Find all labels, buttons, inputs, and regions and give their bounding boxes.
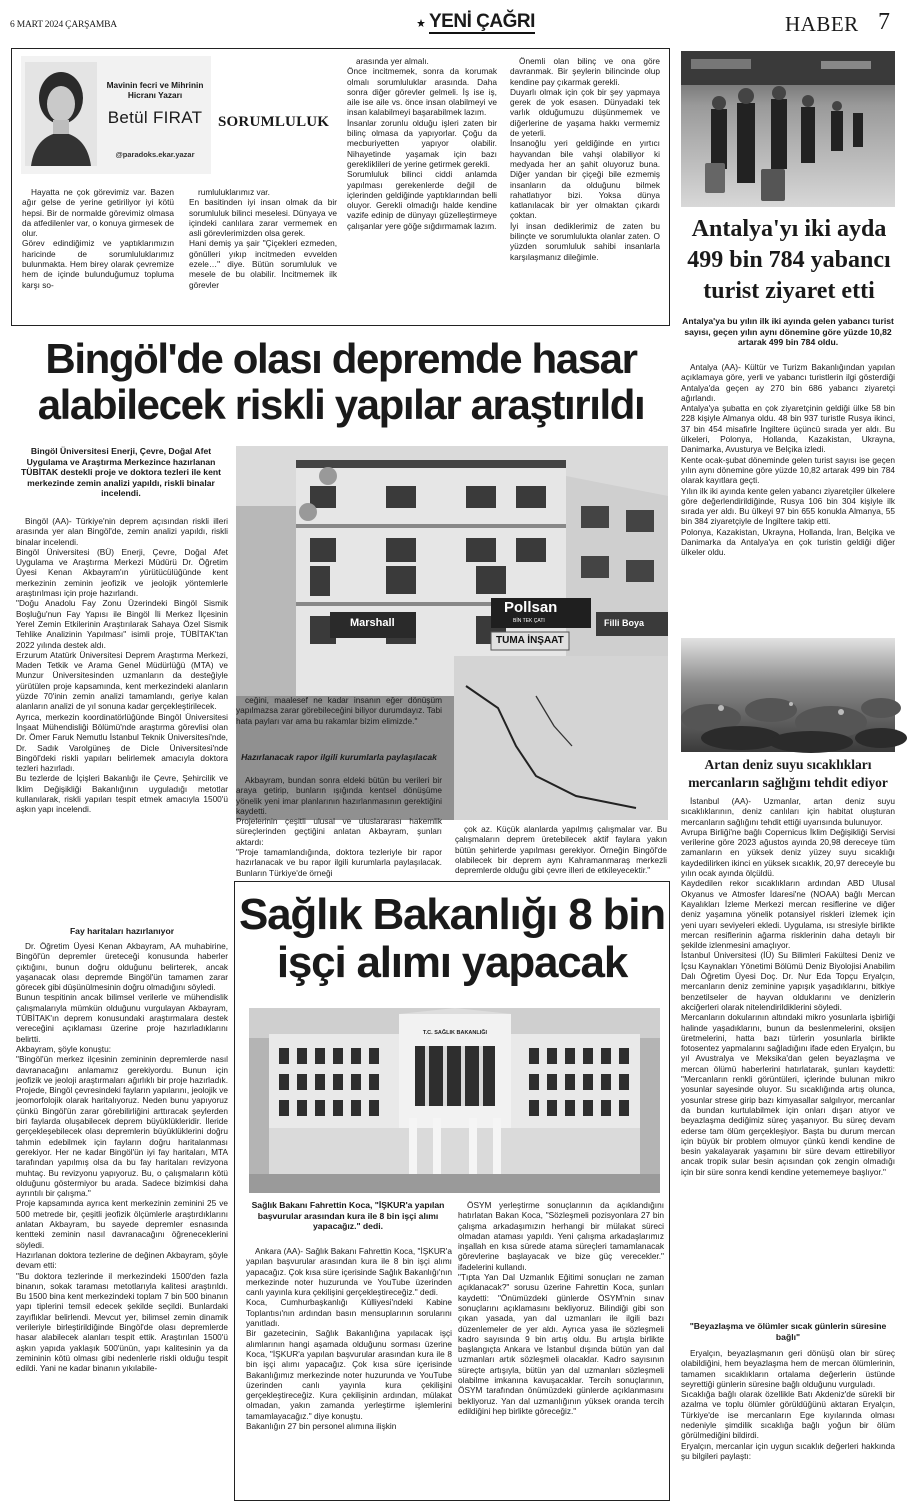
- sign-pollsan-sub: BİN TEK ÇATI: [513, 618, 545, 624]
- column-text-2: rumluluklarımız var. En basitinden iyi insan olmak da bir sorumluluk bilinci meselesi. Dünyaya ve içindeki canlılara zarar vermemek en asli görevlerimizden olsa gerek. Hani demiş ya şair "Çiçekleri ezmeden, gönülleri yıkıp incitmeden evvelden ezele…" diye. Bütün sorumluluk ve mesele de bu olabilir. İncitmemek ilk görevler: [189, 187, 337, 290]
- bingol-subhead-2: Hazırlanacak rapor ilgili kurumlarla paylaşılacak: [241, 752, 437, 762]
- sign-fillibay: Filli Boya: [604, 618, 645, 628]
- saglik-headline-2: işçi alımı yapacak: [276, 938, 628, 987]
- antalya-body: Antalya (AA)- Kültür ve Turizm Bakanlığından yapılan açıklamaya göre, yerli ve yabancı turistlerin ilgi gösterdiği Antalya'da geçen ay 270 bin 686 yabancı ziyaretçi ağırlandı. Antalya'ya şubatta en çok ziyaretçinin geldiği ülke 58 bin 228 kişiyle Almanya oldu. 48 bin 937 turistle Rusya ikinci, 37 bin 454 misafirle İngiltere üçüncü sırada yer aldı. Bu ülkeleri, Polonya, Hollanda, Kazakistan, Ukrayna, Danimarka, Avusturya ve Belçika izledi. Kente ocak-şubat döneminde gelen turist sayısı ise geçen yılın aynı dönemine göre yüzde 10,82 artarak 499 bin 784 olarak kayıtlara geçti. Yılın ilk iki ayında kente gelen yabancı ziyaretçiler ülkelere göre değerlendirildiğinde, Rusya 106 bin 304 kişiyle ilk sırada yer aldı. Bu ülkeyi 97 bin 655 konukla Almanya, 55 bin 384 ziyaretçiyle de İngiltere takip etti. Polonya, Kazakistan, Ukrayna, Hollanda, İran, Belçika ve Danimarka da Antalya'ya en çok turistin geldiği diğer ülkeler oldu.: [681, 362, 895, 558]
- bingol-col-3: çok az. Küçük alanlarda yapılmış çalışmalar var. Bu çalışmaların deprem üretebilecek aktif faylara yakın bütün şehirlerde yapılması gerekiyor. Örneğin Bingöl'de olabilecek bir deprem aynı Kahramanmaraş merkezli depremlerde olduğu gibi çevre illeri de etkileyecektir.": [455, 824, 667, 876]
- author-handle: @paradoks.ekar.yazar: [115, 150, 195, 159]
- coral-headline-2: mercanların sağlığını tehdit ediyor: [688, 775, 888, 790]
- bingol-col-1: Bingöl (AA)- Türkiye'nin deprem açısından riskli illeri arasında yer alan Bingöl'de, zemin analizi yapıldı, riskli binalar incelendi. Bingöl Üniversitesi (BÜ) Enerji, Çevre, Doğal Afet Uygulama ve Araştırma Merkezi Müdürü Dr. Öğretim Üyesi Kenan Akbayram'ın yürütücülüğünde kent merkezinin zeminin jeofizik ve jeolojik yöntemlerle araştırılması için proje hazırlandı. "Doğu Anadolu Fay Zonu Üzerindeki Bingöl Sismik Boşluğu'nun Fay Yapısı ile Bingöl İli Merkez İlçesinin Yerel Zemin Etkilerinin Araştırılarak Sahaya Özel Sismik Tehlike Analizinin Yapılması" isimli proje, TÜBİTAK'tan 2022 yılında destek aldı. Erzurum Atatürk Üniversitesi Deprem Araştırma Merkezi, Maden Tetkik ve Arama Genel Müdürlüğü (MTA) ve Munzur Üniversitesinden uzmanların da desteğiyle yürütülen proje kapsamında, kent merkezindeki alanların yüzde 70'inin zemin analizi tamamlandı, geriye kalan alanların analizi de yıl sonuna kadar gerçekleştirilecek. Ayrıca, merkezin koordinatörlüğünde Bingöl Üniversitesi İnşaat Mühendisliği Bölümü'nde araştırma görevlisi olan Dr. Ömer Faruk Nemutlu İstanbul Teknik Üniversitesi'nde, Dr. Sadık Varolgüneş de Dicle Üniversitesi'nde Bingöl'deki riskli yapıları belirlemek amacıyla doktora tezleri hazırladı. Bu tezlerde de İçişleri Bakanlığı ile Çevre, Şehircilik ve İklim Değişikliği Bakanlığının uyguladığı metotlar kullanılarak, riskli yapıları tespit etmek amacıyla 1500'ü aşkın yapı incelendi.: [16, 516, 228, 815]
- column-text-4: Önemli olan bilinç ve ona göre davranmak. Bir şeylerin bilincinde olup kendine pay çıkarmak gerekli. Duyarlı olmak için çok bir şey yapmaya gerek de yok esasen. Dünyadaki tek varlık olduğumuzu düşünmemek ve diğerlerine de yaşama hakkı vermemiz de yeterli. İnsanoğlu yeri geldiğinde en yırtıcı hayvandan bile vahşi olabiliyor ki medyada her an şahit oluyoruz buna. Diğer yandan bir çiçeği bile ezmemiş insanların da olduğunu bilmek rahatlatıyor bizi. Yoksa dünya katlanılacak bir yer olmaktan çıkardı çoktan. İyi insan dediklerimiz de zaten bu bilinçte ve sorumlulukta olanlar zaten. O yüzden sorumluluk sahibi insanlarla karşılaşmanız dileğimle.: [510, 56, 660, 262]
- section-label: HABER: [785, 12, 859, 36]
- sign-tuma: TUMA İNŞAAT: [496, 635, 564, 646]
- bingol-lead: Bingöl Üniversitesi Enerji, Çevre, Doğal Afet Uygulama ve Araştırma Merkezince hazırlanan TÜBİTAK destekli proje ve doktora tezleri ile kent merkezinde zemin analizi yapıldı, riskli binalar incelendi.: [21, 446, 221, 498]
- bingol-subhead-1: Fay haritaları hazırlanıyor: [69, 926, 175, 936]
- bingol-headline-1: Bingöl'de olası depremde hasar: [45, 335, 637, 382]
- page-header: [0, 0, 907, 40]
- page-number: 7: [878, 9, 890, 35]
- coral-photo: [681, 638, 895, 752]
- saglik-lead: Sağlık Bakanı Fahrettin Koca, "İŞKUR'a yapılan başvurular arasından kura ile 8 bin işçi alımı yapacağız." dedi.: [251, 1200, 445, 1231]
- bingol-headline-2: alabilecek riskli yapılar araştırıldı: [37, 381, 645, 428]
- logo-text: YENİ ÇAĞRI: [429, 11, 535, 32]
- crescent-star-icon: [406, 13, 426, 33]
- sign-marshall: Marshall: [350, 617, 395, 629]
- saglik-col-2: ÖSYM yerleştirme sonuçlarının da açıklandığını hatırlatan Bakan Koca, "Sözleşmeli pozisyonlara 27 bin çalışma arkadaşımızın herhangi bir mülakat süreci olmadan ataması yapıldı. Yeni çalışma arkadaşlarımız inşallah en kısa sürede atama süreçleri tamamlanacak görevlerine başlayacak ve bize güç verecekler." ifadelerini kullandı. "Tıpta Yan Dal Uzmanlık Eğitimi sonuçları ne zaman açıklanacak?" sorusu üzerine Fahrettin Koca, şunları kaydetti: "Önümüzdeki günlerde ÖSYM'nin sınav sonuçlarını açıklamasını bekliyoruz. Bilindiği gibi son çıkan yasada, yan dal uzmanları ile ilgili bazı düzenlemeler de yer aldı. Ayrıca yasa ile sözleşmeli kadro sayısında 9 bin artış oldu. Bu artışla birlikte başlangıçta Ankara ve İstanbul dışında bütün yan dal uzmanları artık sözleşmeli olacaklar. Kadro sayısının süreçte artışıyla, bütün yan dal uzmanları sözleşmeli olabilme imkanına kavuşacaklar. Tercih sonuçlarının, ÖSYM tarafından önümüzdeki günlerde açıklanmasını bekliyoruz. Yan dal uzmanlığının yüksek oranda tercih edildiğini hep birlikte göreceğiz.": [458, 1200, 664, 1416]
- coral-body-2: Eryalçın, beyazlaşmanın geri dönüşü olan bir süreç olabildiğini, hem beyazlaşma hem de mercan ölümlerinin, tamamen sıcaklıkların ortalama değerlerin üstünde seyrettiği günlerin süresine bağlı olduğunu vurguladı. Sıcaklığa bağlı olarak özellikle Batı Akdeniz'de sürekli bir azalma ve toplu ölümler görüldüğünü aktaran Eryalçın, Türkiye'de ise mercanların Ege kıyılarında olması nedeniyle şimdilik sıcaklığa bağlı yoğun bir ölüm görülmediğini bildirdi. Eryalçın, mercanlar için uygun sıcaklık değerleri hakkında şu bilgileri paylaştı:: [681, 1348, 895, 1461]
- antalya-lead: Antalya'ya bu yılın ilk iki ayında gelen yabancı turist sayısı, geçen yılın aynı dönemine göre yüzde 10,82 artarak 499 bin 784 oldu.: [682, 316, 894, 347]
- antalya-headline: Antalya'yı iki ayda 499 bin 784 yabancı turist ziyaret etti: [687, 216, 891, 304]
- newspaper-logo: [406, 10, 542, 36]
- bingol-col-2: ceğini, maalesef ne kadar insanın eğer dönüşüm yapılmazsa zarar görebileceğini biliyor durumdayız. Tabi hata payları var ama bu rakamlar bizim elimizde.": [236, 695, 442, 726]
- coral-headline-1: Artan deniz suyu sıcaklıkları: [704, 757, 872, 772]
- sign-pollsan: Pollsan: [504, 599, 558, 616]
- saglik-headline-1: Sağlık Bakanlığı 8 bin: [239, 890, 665, 939]
- saglik-col-1: Ankara (AA)- Sağlık Bakanı Fahrettin Koca, "İŞKUR'a yapılan başvurular arasından kura ile 8 bin işçi alımı yapacağız. Çok kısa süre içerisinde Sağlık Bakanlığı'nın merkezinde noter huzurunda ve YouTube üzerinden canlı yayınla kura çekilişini gerçekleştireceğiz." dedi. Koca, Cumhurbaşkanlığı Külliyesi'ndeki Kabine Toplantısı'nın ardından basın mensuplarının sorularını yanıtladı. Bir gazetecinin, Sağlık Bakanlığına yapılacak işçi alımlarının hangi aşamada olduğunu sorması üzerine Koca, "İŞKUR'a yapılan başvurular arasından kura ile 8 bin işçi alımı yapacağız. Çok kısa süre içerisinde Bakanlığımız merkezinde noter huzurunda ve YouTube üzerinden canlı yayınla kura çekilişini gerçekleştireceğiz. Kura çekilişinin ardından, mülakat olmadan, yakın zamanda yerleştirme işlemlerini tamamlayacağız." diye konuştu. Bakanlığın 27 bin personel alımına ilişkin: [246, 1246, 452, 1432]
- bingol-col-1b: Dr. Öğretim Üyesi Kenan Akbayram, AA muhabirine, Bingöl'ün depremler üreteceği konusunda haberler çıktığını, bunun doğru olduğunu belirterek, ancak yaşanacak olası depremde Bingöl'ün tamamen zarar görecek gibi düşünülmesinin doğru olmadığını söyledi. Bunun tespitinin ancak bilimsel verilerle ve mühendislik çalışmalarıyla mümkün olduğunu vurgulayan Akbayram, TÜBİTAK'ın deprem konusundaki araştırmalara destek vereceğini açıklaması üzerine proje hazırladıklarını belirtti. Akbayram, şöyle konuştu: "Bingöl'ün merkez ilçesinin zemininin depremlerde nasıl davranacağını anlamamız gerekiyordu. Bunun için jeofizik ve jeoloji araştırmaları ağırlıklı bir proje hazırladık. Projede, Bingöl çevresindeki fayların yapılarını, jeolojik ve jeomorfolojik olarak haritalıyoruz. Neden bunu yapıyoruz çünkü Bingöl'ün zarar görebilirliğini arttıracak şeylerden biri faylarda oluşabilecek deprem büyüklükleridir. İleride gerçekleşebilecek olası depremlerin büyüklüklerini doğru tahmin edebilmek için fayların doğru haritalanması gerekiyor. Her ne kadar Bingöl'ün iyi fay haritaları, MTA tarafından yapılmış olsa da bu fay haritaları revizyona muhtaç. Bu revizyonu yapıyoruz. Bu, o çalışmaların kötü olduğunu göstermiyor bu arada. Sadece bizimkisi daha ayrıntılı bir çalışma." Proje kapsamında ayrıca kent merkezinin zeminini 25 ve 500 metrede bir, çeşitli jeofizik ölçümlerle araştırdıklarını anlatan Akbayram, bu sayede depremler esnasında kentteki zeminin nasıl davranacağını öğreneceklerini söyledi. Hazırlanan doktora tezlerine de değinen Akbayram, şöyle devam etti: "Bu doktora tezlerinde il merkezindeki 1500'den fazla binanın, sokak taraması metotlarıyla kalitesi araştırıldı. Bu 1500 bina kent merkezindeki toplam 7 bin 500 binanın yapı tiplerini temsil edecek şekilde seçildi. Bunlardaki zayıflıklar belirlendi. Mevcut yer, bilimsel zemin dinamik verileriyle birleştirildiğinde Bingöl'de olası depremlerde hasar alabilecek alanları tespit ettik. Araştırılan 1500'ü aşkın yapıda yaklaşık 500'ünün, yapı kalitesinin ya da zemininin kötü olması gibi nedenlerle riskli olduğu tespit edildi. Yani ne kadar binanın yıkılabile-: [16, 941, 228, 1374]
- airport-photo: [681, 51, 895, 207]
- bingol-col-2b: Akbayram, bundan sonra eldeki bütün bu verileri bir araya getirip, bunların ışığında kentsel dönüşüme yönelik yeni imar planlarının hazırlanmasının gerektiğini kaydetti. Projelerinin çeşitli ulusal ve uluslararası hakemlik süreçlerinden geçtiğini anlatan Akbayram, şunları aktardı: "Proje tamamlandığında, doktora tezleriyle bir rapor hazırlanacak ve bu rapor ilgili kurumlarla paylaşılacak. Bunların Türkiye'de örneği: [236, 775, 442, 878]
- issue-date: 6 MART 2024 ÇARŞAMBA: [10, 20, 117, 30]
- column-title: SORUMLULUK: [218, 114, 330, 130]
- coral-subhead: "Beyazlaşma ve ölümler sıcak günlerin süresine bağlı": [689, 1321, 887, 1342]
- column-text-1: Hayatta ne çok görevimiz var. Bazen ağır gelse de yerine getiriliyor iyi kötü hepsi. Bir de normalde görevimiz olmasa da atfedilenler var, o konuya girmesek de olur. Görev edindiğimiz ve yaptıklarımızın haricinde de sorumluluklarımız bulunmakta. Hem birey olarak çevremize hem de içinde bulunduğumuz topluma karşı so-: [22, 187, 174, 290]
- author-name: Betül FIRAT: [107, 108, 203, 127]
- author-photo: [25, 62, 97, 166]
- coral-body: İstanbul (AA)- Uzmanlar, artan deniz suyu sıcaklıklarının, deniz canlıları için habitat oluşturan mercanların sağlığını tehdit ettiği uyarısında bulunuyor. Avrupa Birliği'ne bağlı Copernicus İklim Değişikliği Servisi verilerine göre 2023 ağustos ayında 20,98 dereceye tüm zamanların en yüksek deniz yüzey suyu sıcaklığı kaydedilirken ikinci en yüksek sıcaklık, 20,97 dereceyle bu yılın ocak ayında ölçüldü. Kaydedilen rekor sıcaklıkların ardından ABD Ulusal Okyanus ve Atmosfer İdaresi'ne (NOAA) bağlı Mercan Kayalıkları İzleme Merkezi mercan resiflerine ve diğer deniz yaşamına yönelik potansiyel riskleri izlemek için yeni uyarı seviyeleri ekledi. Uygulama, ısı stresiyle birlikte mercan resiflerinin ağarma risklerinin daha detaylı bir şekilde izlenmesini amaçlıyor. İstanbul Üniversitesi (İÜ) Su Bilimleri Fakültesi Deniz ve İçsu Kaynakları Yönetimi Bölümü Deniz Biyolojisi Anabilim Dalı Öğretim Üyesi Doç. Dr. Nur Eda Topçu Eryalçın, mercanların deniz zeminine yapışık yaşadıklarını, bitkiye benzetilseler de hayvan olduklarını ve denizlerin akciğerleri olarak nitelendirildiklerini söyledi. Mercanların dokularının altındaki mikro yosunlarla işbirliği halinde yaşadıklarını, bunun da beslenmelerini, oksijen üretmelerini, hatta bazı türlerin yosunlarla birlikte fotosentez yapmalarını sağladığını ifade eden Eryalçın, bu yıl Avustralya ve Meksika'dan gelen beyazlaşma ve mercan ölümü haberlerini hatırlatarak, şunları kaydetti: "Mercanların renkli görüntüleri, içlerinde bulunan mikro yosunlar sayesinde oluyor. Su sıcaklığında artış olunca, yosunlar strese girip bazı kimyasallar salgılıyor, mercanlar da bundan kurtulabilmek için onları dışarı atıyor ve beyazlaşma dediğimiz süreç yaşanıyor. Bu süreç devam ederse tam ölüm gerçekleşiyor. Başta bu durum mercan için büyük bir problem olmuyor çünkü kendi kendine de besin yakalayarak yaşamını bir süre devam ettirebiliyor ancak tropik sular besin açısından çok zengin olmadığı için bir süre sonra kendi kendine yetememeye başlıyor.": [681, 796, 896, 1177]
- ministry-building-photo: [249, 1008, 660, 1193]
- author-tagline: Mavinin fecri ve Mihrinin Hicranı Yazarı: [106, 80, 204, 100]
- bingol-building-photo: [236, 446, 668, 820]
- author-card: [21, 56, 211, 174]
- column-text-3: arasında yer almalı. Önce incitmemek, sonra da korumak olmalı sorumluluklar arasında. Daha sonra diğer görevler gelmeli. İş ise iş, aile ise aile vs. önce insan olabilmeyi ve insan kalabilmeyi başarabilmek lazım. İnsanlar zorunlu olduğu işleri zaten bir bilinç olmasa da yapıyorlar. Çoğu da mecburiyetten yapıyor olabilir. Nihayetinde yaşamak için bazı gerekliklileri de yerine getirmek gerekli. Sorumluluk bilinci ciddi anlamda yapılması gerekenlerde değil de içlerinden geldiğinde yaptıklarından belli oluyor. Gerekli olmadığı halde kendine vazife edinip de dünyayı güzelleştirmeye çalışanlar yere göğe sığdırmamak lazım.: [347, 56, 497, 231]
- building-sign: T.C. SAĞLIK BAKANLIĞI: [422, 1030, 488, 1036]
